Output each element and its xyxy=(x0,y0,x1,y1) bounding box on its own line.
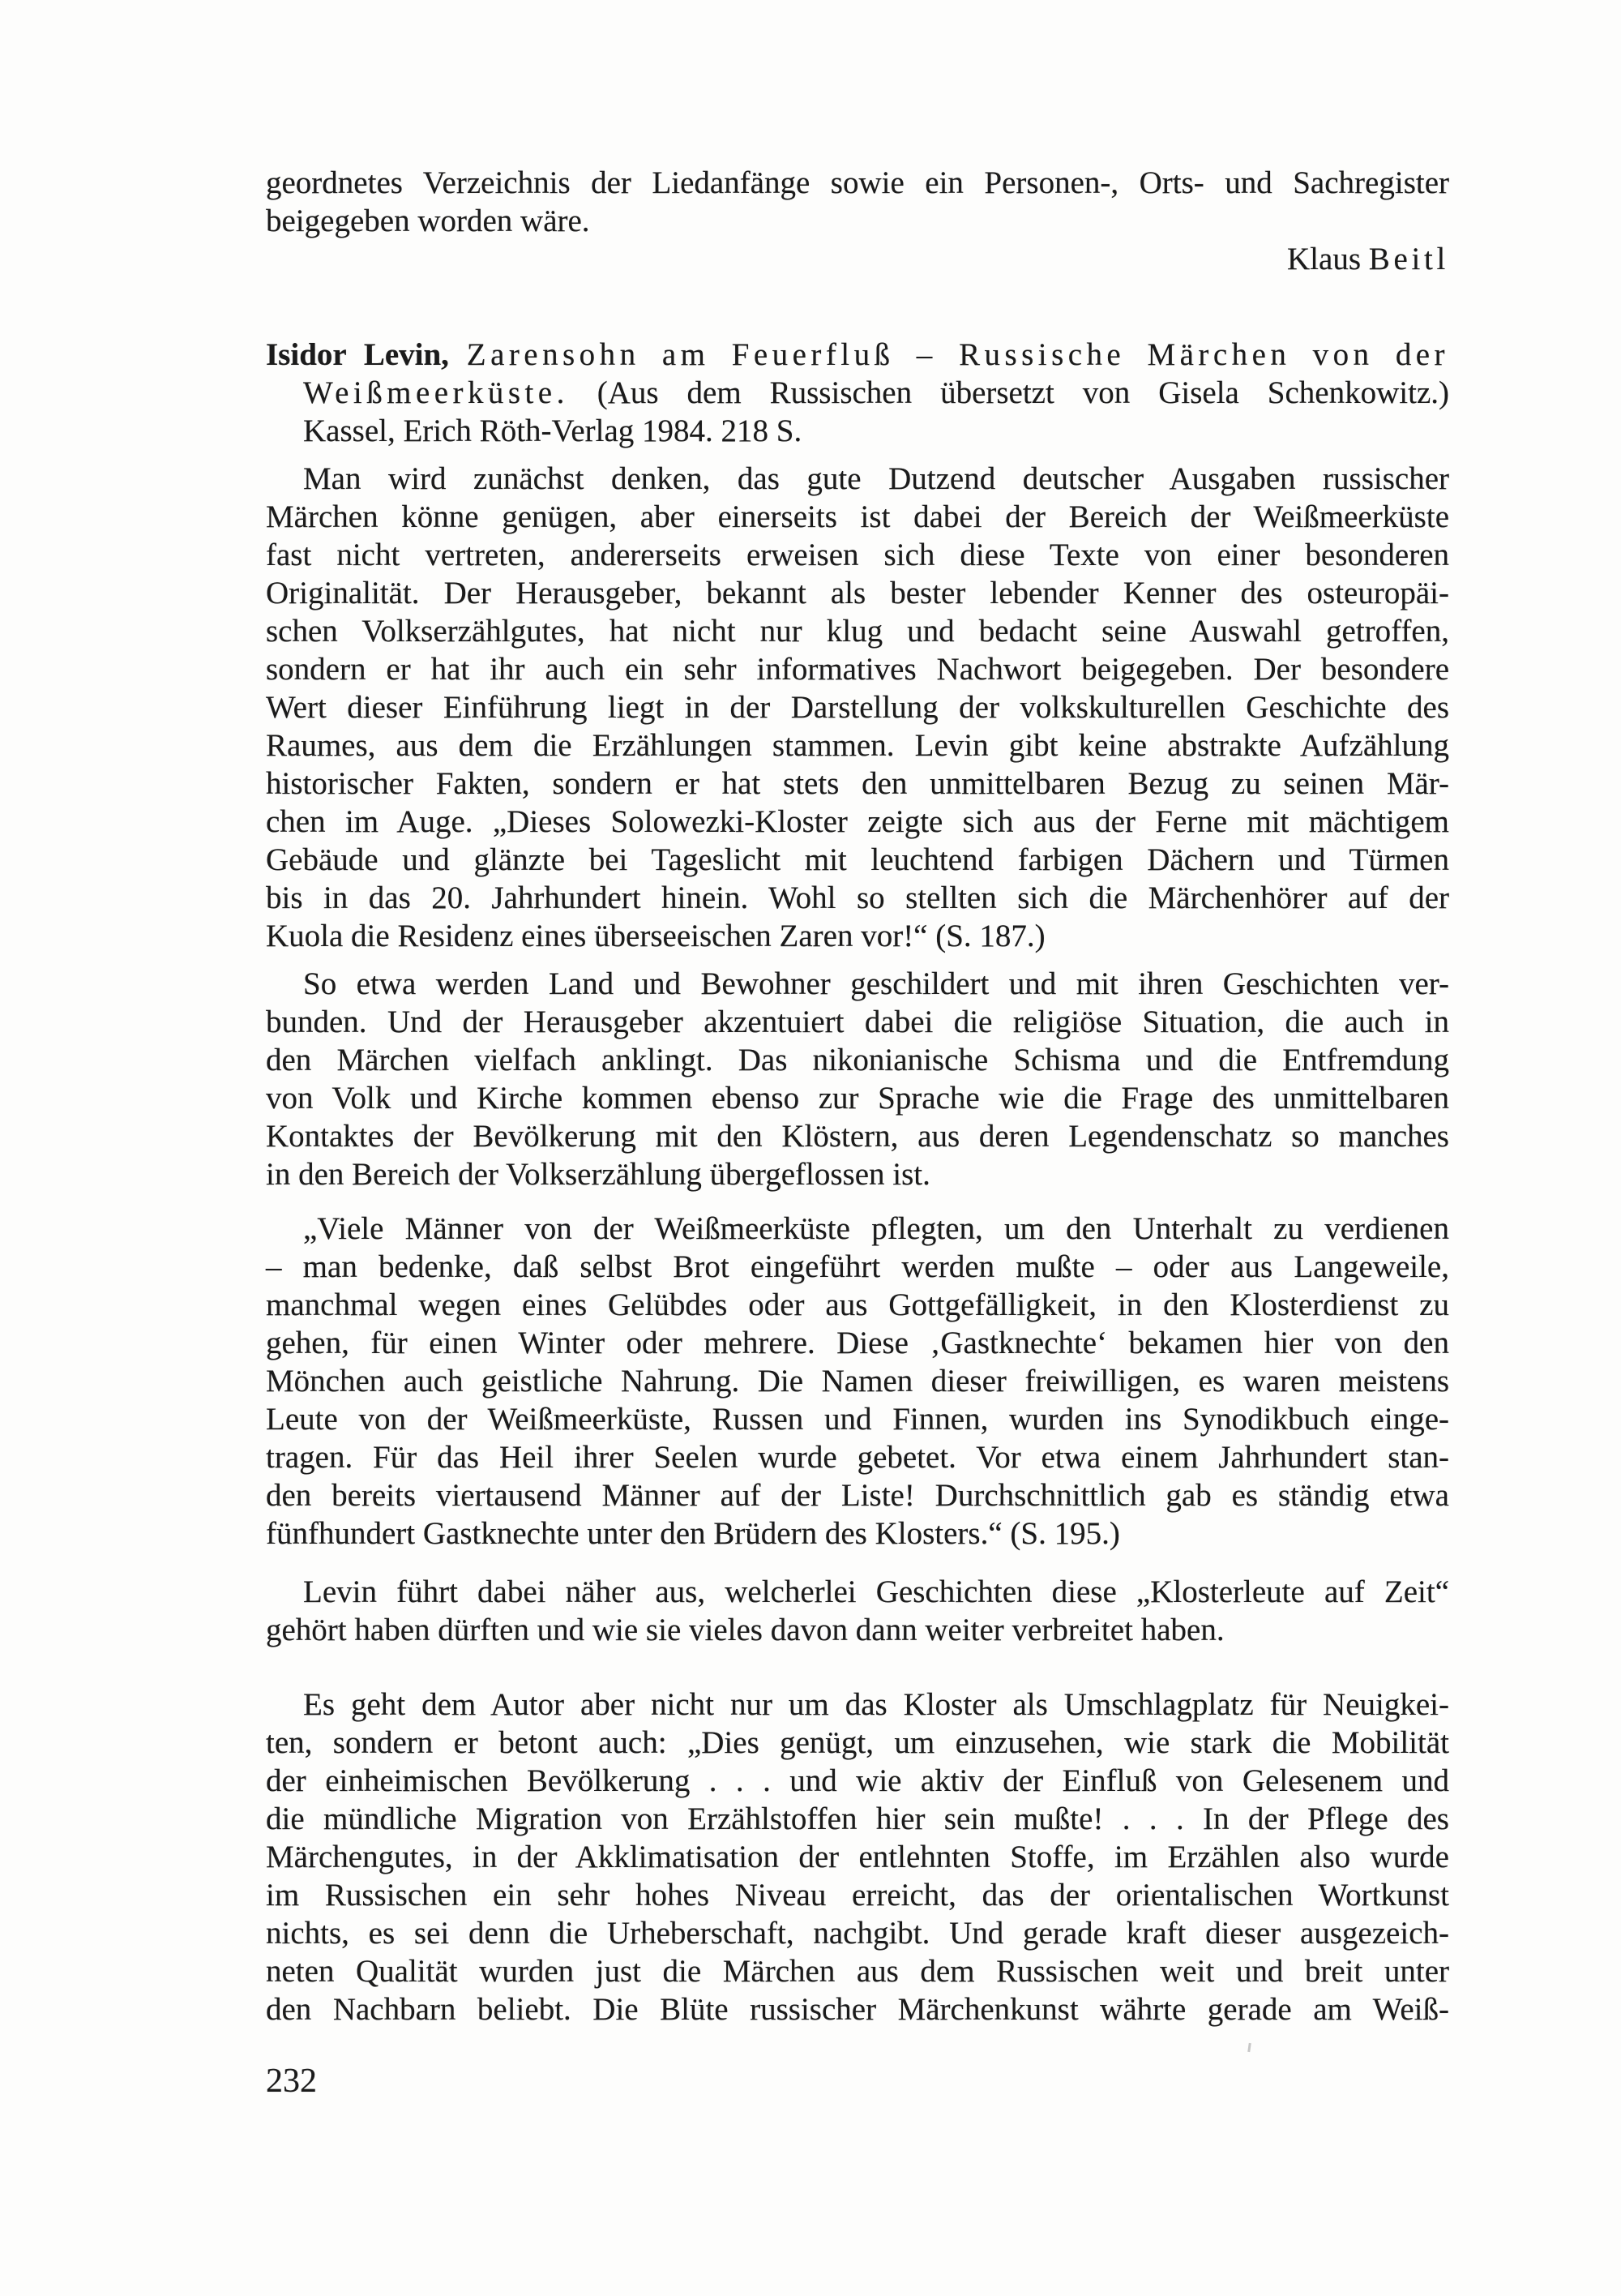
heading-line-2 xyxy=(266,374,1449,412)
text-line: gehen, für einen Winter oder mehrere. Diese ‚Gastknechte‘ bekamen hier von den xyxy=(266,1326,1449,1360)
text-line: tragen. Für das Heil ihrer Seelen wurde gebetet. Vor etwa einem Jahrhundert stan- xyxy=(266,1440,1449,1475)
text-line: bis in das 20. Jahrhundert hinein. Wohl so stellten sich die Märchenhörer auf der xyxy=(266,880,1449,915)
text-line: fast nicht vertreten, andererseits erweisen sich diese Texte von einer besonderen xyxy=(266,538,1449,572)
text-line: neten Qualität wurden just die Märchen aus dem Russischen weit und breit unter xyxy=(266,1954,1449,1989)
closing-paragraph xyxy=(266,164,1449,240)
text-line: Levin führt dabei näher aus, welcherlei Geschichten diese „Klosterleute auf Zeit“ xyxy=(303,1574,1449,1609)
text-line: Märchengutes, in der Akklimatisation der entlehnten Stoffe, im Erzählen also wurde xyxy=(266,1840,1449,1874)
text-line: Leute von der Weißmeerküste, Russen und Finnen, wurden ins Synodikbuch einge- xyxy=(266,1402,1449,1437)
text-line: chen im Auge. „Dieses Solowezki-Kloster zeigte sich aus der Ferne mit mächtigem xyxy=(266,804,1449,839)
text-line: bunden. Und der Herausgeber akzentuiert dabei die religiöse Situation, die auch in xyxy=(266,1004,1449,1039)
text-line: schen Volkserzählgutes, hat nicht nur klug und bedacht seine Auswahl getroffen, xyxy=(266,614,1449,649)
review-paragraph xyxy=(266,1686,1449,2028)
review-paragraph-quote xyxy=(266,1210,1449,1553)
text-line: der einheimischen Bevölkerung . . . und wie aktiv der Einfluß von Gelesenem und xyxy=(266,1763,1449,1798)
scan-artifact xyxy=(1247,2043,1251,2052)
text-line: fünfhundert Gastknechte unter den Brüdern des Klosters.“ (S. 195.) xyxy=(266,1516,1120,1551)
text-line: Mönchen auch geistliche Nahrung. Die Namen dieser freiwilligen, es waren meistens xyxy=(266,1364,1449,1399)
text-line: sondern er hat ihr auch ein sehr informatives Nachwort beigegeben. Der besondere xyxy=(266,652,1449,687)
text-block xyxy=(266,164,1449,2028)
heading-line-1 xyxy=(266,336,1449,374)
text-line: Märchen könne genügen, aber einerseits ist dabei der Bereich der Weißmeerküste xyxy=(266,499,1449,534)
text-line: Wert dieser Einführung liegt in der Darstellung der volkskulturellen Geschichte des xyxy=(266,690,1449,725)
text-line: – man bedenke, daß selbst Brot eingeführt werden mußte – oder aus Langeweile, xyxy=(266,1249,1449,1284)
text-line: gehört haben dürften und wie sie vieles davon dann weiter verbreitet haben. xyxy=(266,1613,1225,1647)
text-line: Gebäude und glänzte bei Tageslicht mit leuchtend farbigen Dächern und Türmen xyxy=(266,842,1449,877)
text-line: Originalität. Der Herausgeber, bekannt als bester lebender Kenner des osteuropäi- xyxy=(266,576,1449,610)
text-line: von Volk und Kirche kommen ebenso zur Sprache wie die Frage des unmittelbaren xyxy=(266,1081,1449,1116)
text-line: manchmal wegen eines Gelübdes oder aus Gottgefälligkeit, in den Klosterdienst zu xyxy=(266,1287,1449,1322)
text-line: im Russischen ein sehr hohes Niveau erreicht, das der orientalischen Wortkunst xyxy=(266,1878,1449,1913)
review-heading xyxy=(266,336,1449,450)
review-paragraph xyxy=(266,460,1449,955)
text-line: den Märchen vielfach anklingt. Das nikonianische Schisma und die Entfremdung xyxy=(266,1043,1449,1077)
page-number: 232 xyxy=(266,2063,317,2100)
text-line: beigegeben worden wäre. xyxy=(266,203,590,238)
text-line: Kontaktes der Bevölkerung mit den Klöstern, aus deren Legendenschatz so manches xyxy=(266,1119,1449,1154)
text-line: nichts, es sei denn die Urheberschaft, nachgibt. Und gerade kraft dieser ausgezeich- xyxy=(266,1916,1449,1951)
heading-title-spaced-2: Weißmeerküste. xyxy=(303,375,569,410)
text-line: in den Bereich der Volkserzählung übergeflossen ist. xyxy=(266,1157,930,1192)
text-line: Es geht dem Autor aber nicht nur um das Kloster als Umschlagplatz für Neuigkei- xyxy=(303,1687,1449,1722)
review-paragraph xyxy=(266,965,1449,1193)
text-line: Raumes, aus dem die Erzählungen stammen. Levin gibt keine abstrakte Aufzählung xyxy=(266,728,1449,763)
text-line: geordnetes Verzeichnis der Liedanfänge sowie ein Personen-, Orts- und Sachregister xyxy=(266,165,1449,200)
heading-imprint: Kassel, Erich Röth-Verlag 1984. 218 S. xyxy=(303,413,802,448)
signature-last-name: Beitl xyxy=(1368,242,1449,276)
text-line: historischer Fakten, sondern er hat stets den unmittelbaren Bezug zu seinen Mär- xyxy=(266,766,1449,801)
text-line: „Viele Männer von der Weißmeerküste pflegten, um den Unterhalt zu verdienen xyxy=(303,1211,1449,1246)
reviewer-signature xyxy=(266,240,1449,278)
review-paragraph xyxy=(266,1573,1449,1649)
heading-title-spaced-1: Zarensohn am Feuerfluß – Russische Märchen von der xyxy=(466,337,1450,372)
heading-author: Isidor Levin, xyxy=(266,337,449,372)
text-line: So etwa werden Land und Bewohner geschildert und mit ihren Geschichten ver- xyxy=(303,966,1449,1001)
text-line: den bereits viertausend Männer auf der Liste! Durchschnittlich gab es ständig etwa xyxy=(266,1478,1449,1513)
text-line: Kuola die Residenz eines überseeischen Zaren vor!“ (S. 187.) xyxy=(266,919,1046,953)
text-line: den Nachbarn beliebt. Die Blüte russischer Märchenkunst währte gerade am Weiß- xyxy=(266,1992,1449,2027)
signature-first-name: Klaus xyxy=(1287,242,1362,276)
heading-subtitle: (Aus dem Russischen übersetzt von Gisela Schenkowitz.) xyxy=(597,375,1449,410)
text-line: ten, sondern er betont auch: „Dies genügt, um einzusehen, wie stark die Mobilität xyxy=(266,1725,1449,1760)
text-line: die mündliche Migration von Erzählstoffen hier sein mußte! . . . In der Pflege des xyxy=(266,1801,1449,1836)
text-line: Man wird zunächst denken, das gute Dutzend deutscher Ausgaben russischer xyxy=(303,461,1449,496)
